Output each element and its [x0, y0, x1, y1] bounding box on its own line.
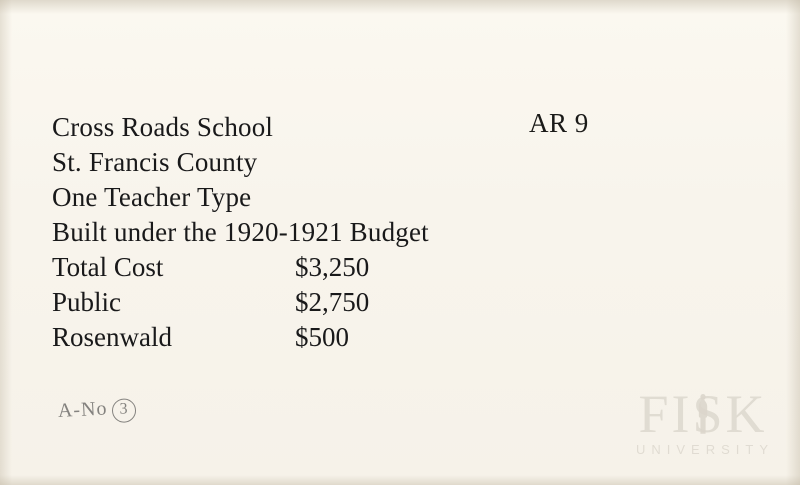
cost-row	[52, 285, 512, 320]
school-type-line: One Teacher Type	[52, 182, 252, 212]
watermark-subtitle: UNIVERSITY	[635, 442, 774, 457]
paper-edge-bottom	[0, 475, 800, 485]
cost-label: Rosenwald	[52, 322, 172, 352]
budget-line: Built under the 1920-1921 Budget	[52, 217, 429, 247]
watermark-name-text: FISK	[638, 384, 768, 444]
county-line: St. Francis County	[52, 147, 258, 177]
statue-icon	[695, 392, 711, 436]
school-name-line: Cross Roads School	[52, 112, 274, 142]
fisk-university-watermark	[632, 384, 774, 457]
handwritten-pencil-note	[57, 396, 136, 426]
cost-label: Total Cost	[52, 252, 164, 282]
cost-label: Public	[52, 287, 122, 317]
cost-row	[52, 250, 512, 285]
paper-edge-top	[0, 0, 800, 14]
typed-text-block	[52, 110, 512, 355]
watermark-name	[632, 384, 774, 444]
pencil-note-circled-number: 3	[111, 398, 135, 422]
cost-value: $2,750	[295, 287, 370, 317]
pencil-note-text: A-No	[57, 397, 109, 423]
paper-edge-right	[786, 0, 800, 485]
paper-edge-left	[0, 0, 12, 485]
cost-row	[52, 320, 512, 355]
catalog-number: AR 9	[529, 108, 589, 138]
cost-value: $500	[295, 322, 349, 352]
cost-value: $3,250	[295, 252, 370, 282]
